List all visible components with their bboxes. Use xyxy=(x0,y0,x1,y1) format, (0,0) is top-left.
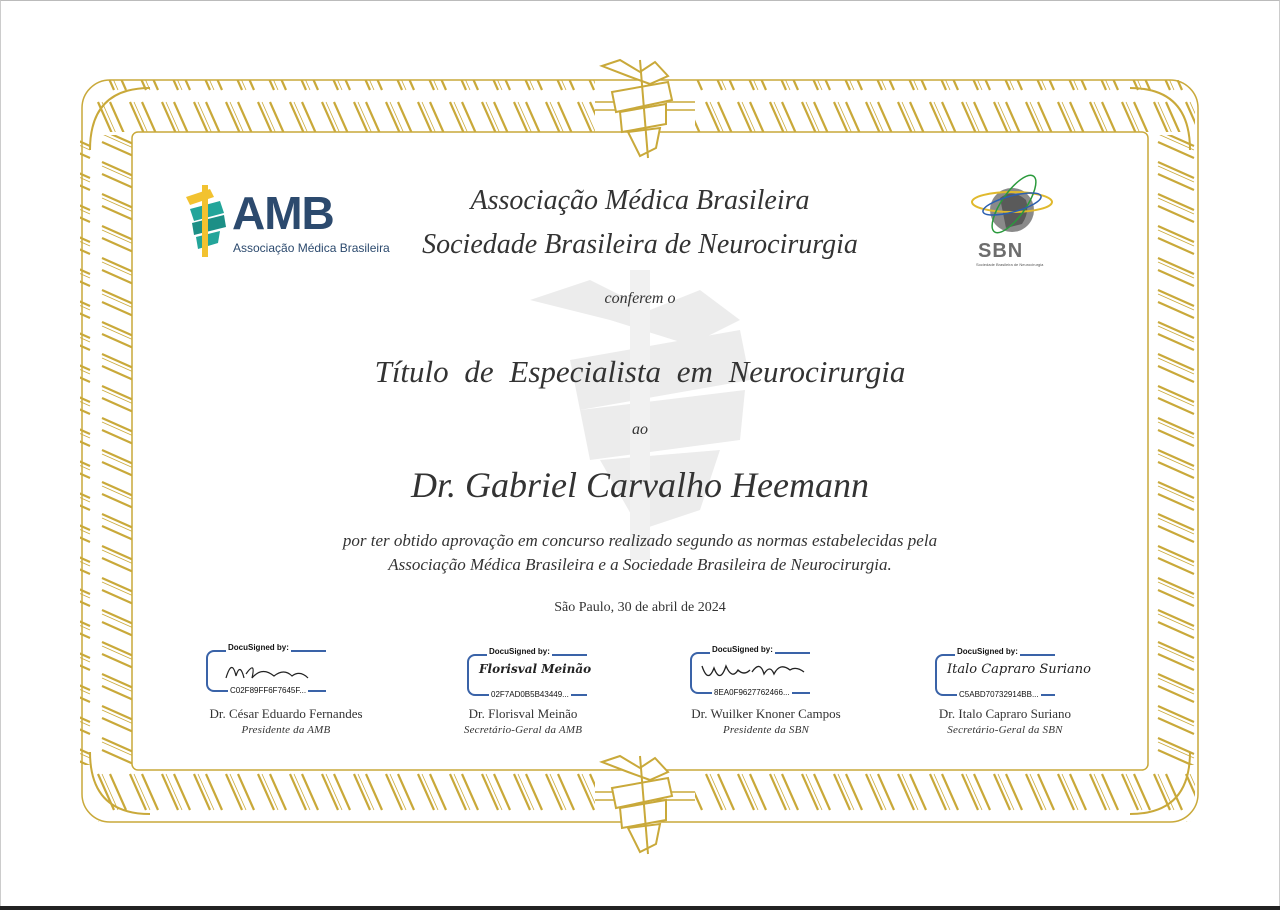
amb-wordmark: AMB xyxy=(232,187,334,239)
docusign-box xyxy=(935,647,1091,699)
signer-name: Dr. Italo Capraro Suriano xyxy=(938,706,1072,721)
docusign-hash: 8EA0F9627762466... xyxy=(714,688,790,697)
place-date: São Paulo, 30 de abril de 2024 xyxy=(554,600,726,615)
docusign-hash: 02F7AD0B5B43449... xyxy=(491,690,569,699)
signer-role: Secretário-Geral da SBN xyxy=(947,724,1063,736)
docusign-hash: C5ABD70732914BB... xyxy=(959,690,1039,699)
signature-block-amb-secretary xyxy=(403,647,643,740)
sbn-wordmark: SBN xyxy=(978,240,1024,262)
signer-role: Secretário-Geral da AMB xyxy=(463,724,583,736)
sbn-subtitle: Sociedade Brasileira de Neurocirurgia xyxy=(976,262,1044,267)
conferem-text: conferem o xyxy=(604,290,676,307)
reason-line-1: por ter obtido aprovação em concurso realizado segundo as normas estabelecidas pela xyxy=(342,531,938,550)
docusign-box xyxy=(206,643,326,695)
recipient-name: Dr. Gabriel Carvalho Heemann xyxy=(411,465,869,505)
docusign-hash: C02F89FF6F7645F... xyxy=(230,686,307,695)
handwritten-signature xyxy=(700,656,810,686)
top-right-braid xyxy=(695,80,1195,132)
watermark-emblem xyxy=(530,270,750,560)
signer-name: Dr. César Eduardo Fernandes xyxy=(209,706,363,721)
bottom-right-braid xyxy=(695,770,1195,822)
signature-block-amb-president xyxy=(166,643,406,740)
reason-line-2: Associação Médica Brasileira e a Sociedade Brasileira de Neurocirurgia. xyxy=(388,555,892,574)
signer-name: Dr. Wuilker Knoner Campos xyxy=(691,706,841,721)
sbn-logo xyxy=(970,168,1055,273)
amb-caduceus-icon xyxy=(180,183,232,259)
right-braid xyxy=(1148,135,1200,765)
docusign-box xyxy=(690,645,810,697)
signer-role: Presidente da AMB xyxy=(241,724,331,736)
docusign-label: DocuSigned by: xyxy=(712,645,773,654)
docusign-box xyxy=(467,647,592,699)
handwritten-signature xyxy=(222,656,312,686)
ao-text: ao xyxy=(632,421,648,438)
signature-block-sbn-secretary xyxy=(885,647,1125,740)
signature-block-sbn-president xyxy=(646,645,886,740)
docusign-label: DocuSigned by: xyxy=(489,647,550,656)
top-center-emblem xyxy=(602,60,672,158)
bottom-left-braid xyxy=(95,770,595,822)
issuer-line-2: Sociedade Brasileira de Neurocirurgia xyxy=(422,229,858,260)
docusign-label: DocuSigned by: xyxy=(957,647,1018,656)
top-left-braid xyxy=(95,80,595,132)
amb-subtitle: Associação Médica Brasileira xyxy=(233,241,390,255)
certificate-title: Título de Especialista em Neurocirurgia xyxy=(374,354,906,389)
left-braid xyxy=(80,135,132,765)
signer-name: Dr. Florisval Meinão xyxy=(468,706,578,721)
signer-role: Presidente da SBN xyxy=(722,724,810,736)
handwritten-signature: Italo Capraro Suriano xyxy=(947,662,1091,677)
sbn-head-orbit-icon xyxy=(970,168,1055,243)
issuer-line-1: Associação Médica Brasileira xyxy=(470,185,810,216)
docusign-label: DocuSigned by: xyxy=(228,643,289,652)
handwritten-signature: Florisval Meinão xyxy=(479,662,592,676)
